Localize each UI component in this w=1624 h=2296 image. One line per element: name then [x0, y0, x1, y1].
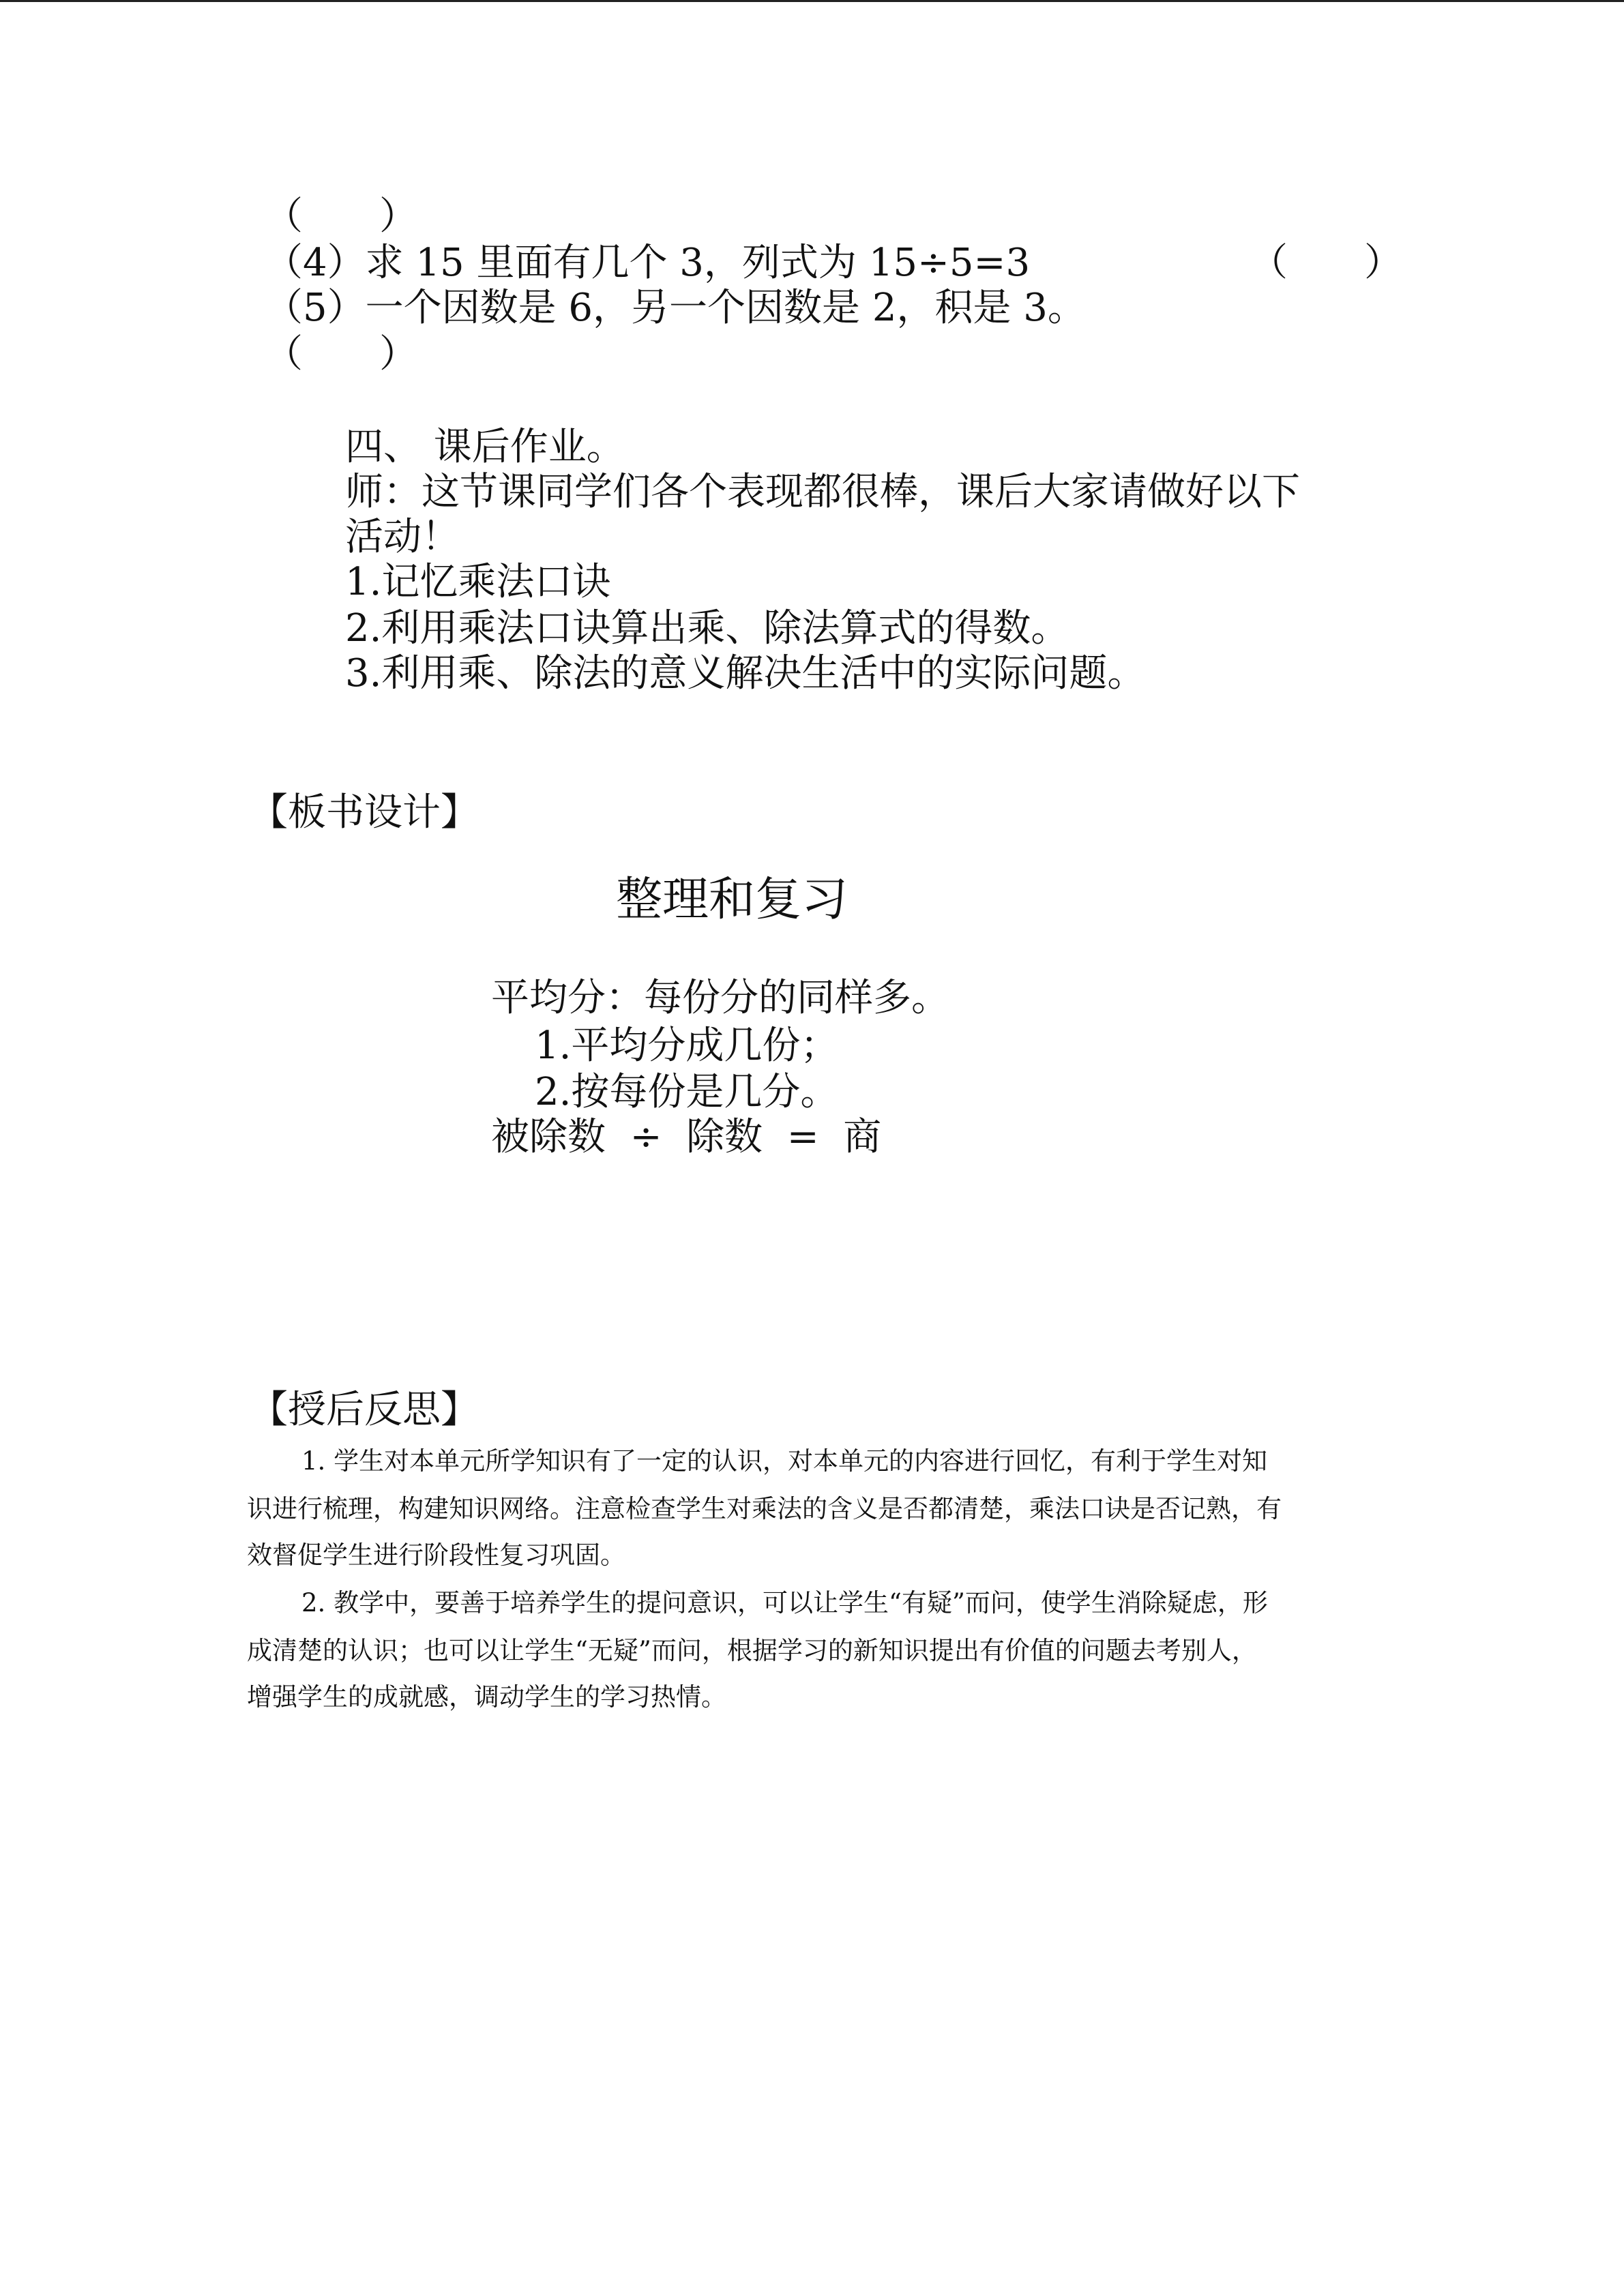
q5-answer-blank: （ ）: [265, 332, 417, 376]
homework-teacher-line-1: 师：这节课同学们各个表现都很棒，课后大家请做好以下: [345, 470, 1300, 514]
homework-heading: 四、 课后作业。: [345, 425, 625, 469]
reflection-heading: 【授后反思】: [250, 1388, 479, 1432]
homework-item-2: 2.利用乘法口诀算出乘、除法算式的得数。: [345, 606, 1069, 651]
homework-item-3: 3.利用乘、除法的意义解决生活中的实际问题。: [345, 651, 1146, 696]
reflection-line-6: 增强学生的成就感，调动学生的学习热情。: [247, 1682, 726, 1712]
board-line-3: 2.按每份是几分。: [535, 1070, 839, 1114]
top-border: [0, 0, 1624, 2]
reflection-line-3: 效督促学生进行阶段性复习巩固。: [247, 1540, 625, 1570]
board-design-title: 整理和复习: [616, 873, 848, 927]
reflection-line-5: 成清楚的认识；也可以让学生“无疑”而问，根据学习的新知识提出有价值的问题去考别人，: [247, 1636, 1257, 1665]
homework-item-1: 1.记忆乘法口诀: [345, 560, 611, 604]
reflection-line-4: 2. 教学中，要善于培养学生的提问意识，可以让学生“有疑”而问，使学生消除疑虑，形: [301, 1588, 1268, 1617]
q5-text: （5）一个因数是 6，另一个因数是 2，积是 3。: [265, 286, 1086, 330]
q4-text: （4）求 15 里面有几个 3，列式为 15÷5=3: [265, 241, 1031, 285]
reflection-line-1: 1. 学生对本单元所学知识有了一定的认识，对本单元的内容进行回忆，有利于学生对知: [301, 1446, 1268, 1476]
board-line-2: 1.平均分成几份；: [535, 1024, 839, 1068]
homework-teacher-line-2: 活动！: [345, 515, 460, 559]
board-line-1: 平均分：每份分的同样多。: [491, 976, 949, 1020]
board-line-4: 被除数 ÷ 除数 = 商: [491, 1115, 882, 1159]
q3-answer-blank: （ ）: [265, 194, 417, 239]
board-design-heading: 【板书设计】: [250, 790, 479, 835]
reflection-line-2: 识进行梳理，构建知识网络。注意检查学生对乘法的含义是否都清楚，乘法口诀是否记熟，有: [247, 1494, 1282, 1523]
q4-answer-blank: （ ）: [1250, 241, 1402, 285]
